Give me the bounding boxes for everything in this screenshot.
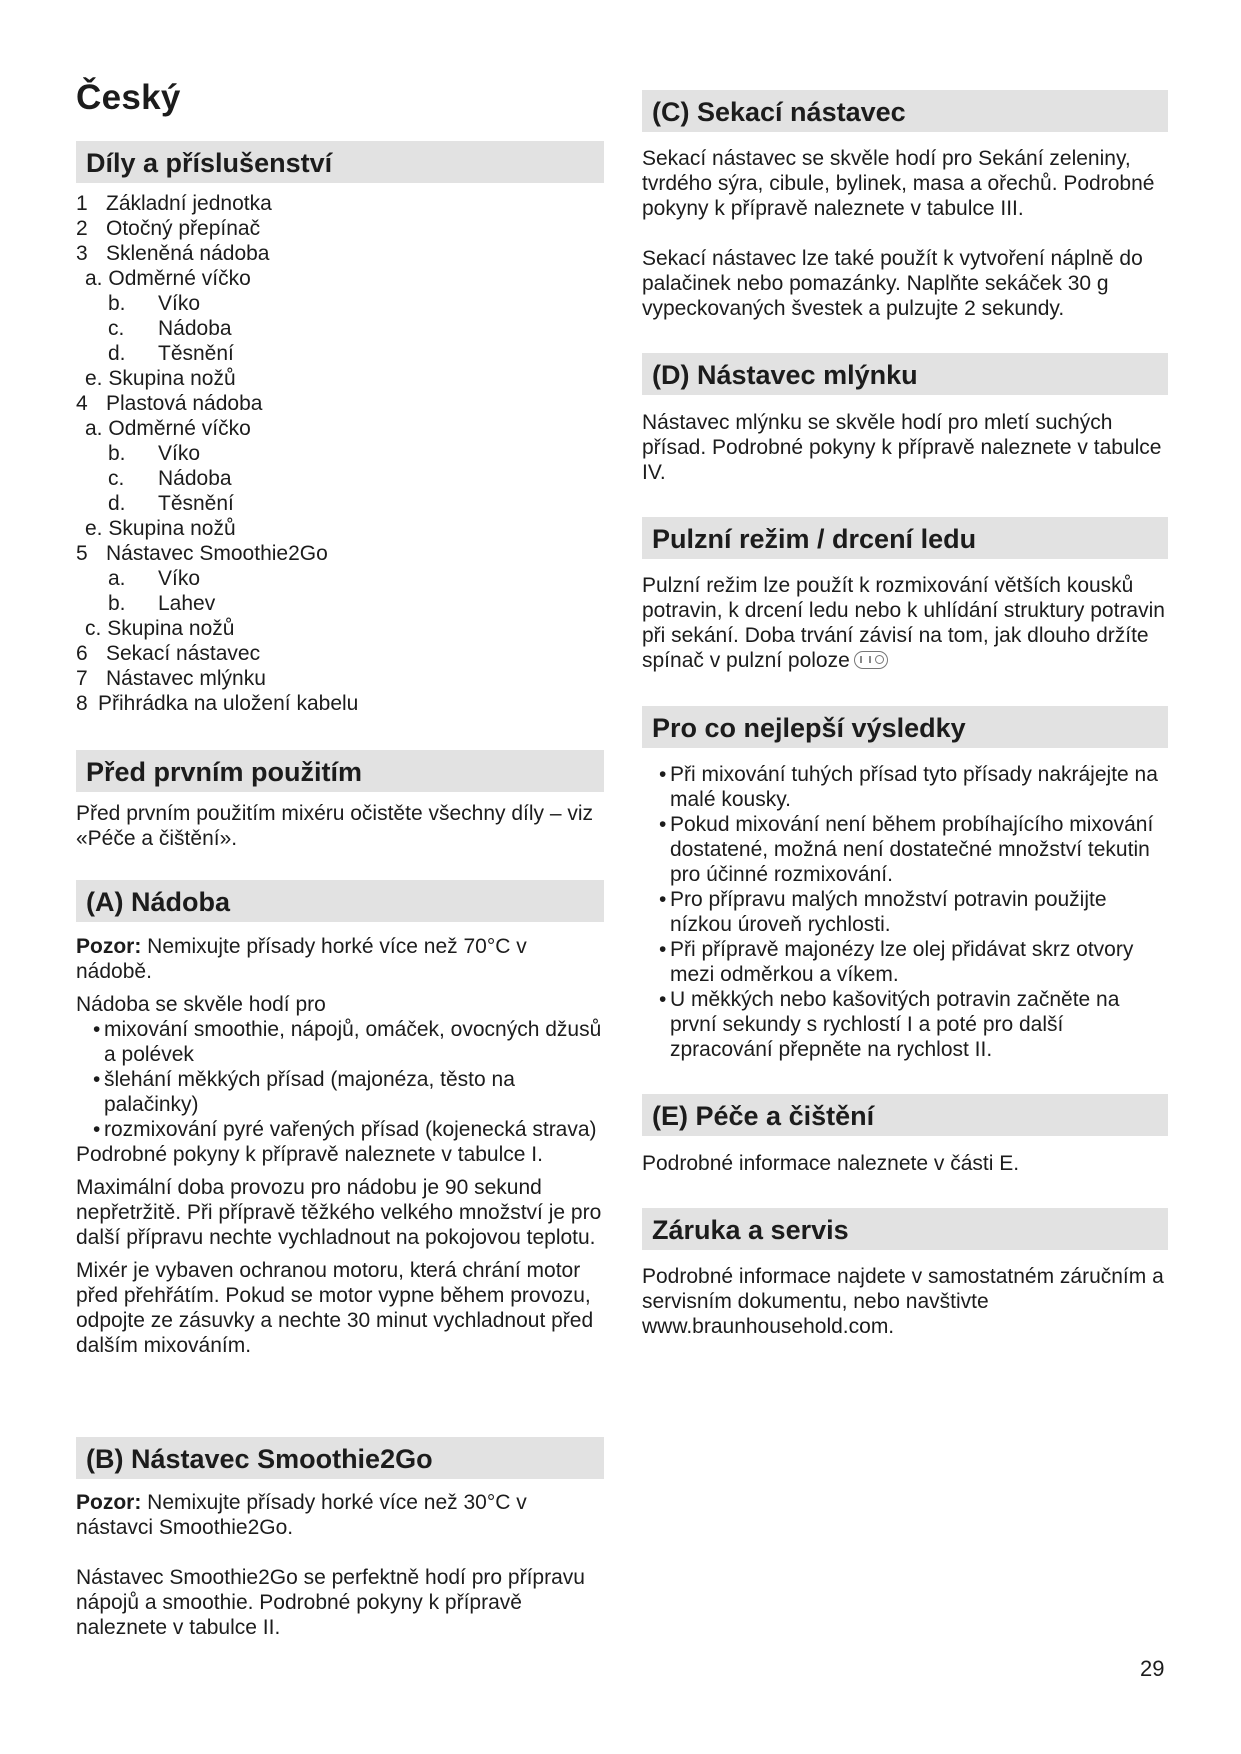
section-heading-b-smoothie: (B) Nástavec Smoothie2Go bbox=[76, 1437, 604, 1479]
paragraph: Pulzní režim lze použít k rozmixování větších kousků potravin, k drcení ledu nebo k uhlídání struktury potravin při sekání. Doba trvání závisí na tom, jak dlouho držíte spínač v pulzní poloze bbox=[642, 574, 1165, 672]
list-item: 5 Nástavec Smoothie2Go bbox=[76, 542, 328, 565]
section-heading-pulse: Pulzní režim / drcení ledu bbox=[642, 517, 1168, 559]
list-item: b. Víko bbox=[108, 292, 201, 315]
paragraph: Podrobné informace naleznete v části E. bbox=[642, 1152, 1020, 1175]
section-heading-tips: Pro co nejlepší výsledky bbox=[642, 706, 1168, 748]
page-number: 29 bbox=[1140, 1656, 1165, 1681]
list-item: • mixování smoothie, nápojů, omáček, ovocných džusů a polévek bbox=[93, 1018, 602, 1066]
list-item: c. Skupina nožů bbox=[85, 617, 235, 640]
b-smoothie-body bbox=[76, 1490, 604, 1640]
list-item: 8 Přihrádka na uložení kabelu bbox=[76, 692, 359, 715]
list-item: • Pokud mixování není během probíhajícího mixování dostatené, možná není dostatečné množství tekutin pro účinné rozmixování. bbox=[659, 813, 1154, 886]
list-item: a. Odměrné víčko bbox=[85, 267, 251, 290]
section-heading-parts: Díly a příslušenství bbox=[76, 141, 604, 183]
list-item: b. Lahev bbox=[108, 592, 216, 615]
list-item: d. Těsnění bbox=[108, 492, 234, 515]
first-use-text bbox=[76, 801, 604, 851]
warning-paragraph: Pozor: Nemixujte přísady horké více než 30°C v nástavci Smoothie2Go. bbox=[76, 1491, 527, 1539]
list-item: • rozmixování pyré vařených přísad (kojenecká strava) bbox=[93, 1118, 597, 1141]
list-item: 6 Sekací nástavec bbox=[76, 642, 261, 665]
d-grinder-body bbox=[642, 410, 1168, 485]
list-item: d. Těsnění bbox=[108, 342, 234, 365]
list-item: • Při mixování tuhých přísad tyto přísady nakrájejte na malé kousky. bbox=[659, 763, 1158, 811]
pulse-switch-icon bbox=[854, 651, 888, 669]
list-item: c. Nádoba bbox=[108, 317, 232, 340]
paragraph: Sekací nástavec lze také použít k vytvoření náplně do palačinek nebo pomazánky. Naplňte sekáček 30 g vypeckovaných švestek a pulzujte 2 sekundy. bbox=[642, 247, 1143, 320]
paragraph: Nástavec mlýnku se skvěle hodí pro mletí suchých přísad. Podrobné pokyny k přípravě naleznete v tabulce IV. bbox=[642, 411, 1162, 484]
list-item: c. Nádoba bbox=[108, 467, 232, 490]
paragraph: Mixér je vybaven ochranou motoru, která chrání motor před přehřátím. Pokud se motor vypne během provozu, odpojte ze zásuvky a nechte 30 minut vychladnout před dalším mixováním. bbox=[76, 1259, 594, 1357]
parts-list bbox=[76, 191, 604, 716]
paragraph: Sekací nástavec se skvěle hodí pro Sekání zeleniny, tvrdého sýra, cibule, bylinek, masa a ořechů. Podrobné pokyny k přípravě naleznete v tabulce III. bbox=[642, 147, 1155, 220]
paragraph: Před prvním použitím mixéru očistěte všechny díly – viz «Péče a čištění». bbox=[76, 802, 594, 850]
warning-label: Pozor: bbox=[76, 935, 142, 958]
list-item: e. Skupina nožů bbox=[85, 367, 236, 390]
list-item: e. Skupina nožů bbox=[85, 517, 236, 540]
pulse-body bbox=[642, 573, 1168, 673]
paragraph: Maximální doba provozu pro nádobu je 90 sekund nepřetržitě. Při přípravě těžkého velkého množství je pro další přípravu nechte vychladnout na pokojovou teplotu. bbox=[76, 1176, 602, 1249]
paragraph: Nástavec Smoothie2Go se perfektně hodí pro přípravu nápojů a smoothie. Podrobné pokyny k přípravě naleznete v tabulce II. bbox=[76, 1566, 585, 1639]
section-heading-first-use: Před prvním použitím bbox=[76, 750, 604, 792]
list-item: • Při přípravě majonézy lze olej přidávat skrz otvory mezi odměrkou a víkem. bbox=[659, 938, 1134, 986]
warning-label: Pozor: bbox=[76, 1491, 142, 1514]
list-item: b. Víko bbox=[108, 442, 201, 465]
list-item: 4 Plastová nádoba bbox=[76, 392, 263, 415]
page-title: Český bbox=[76, 78, 181, 117]
list-item: • U měkkých nebo kašovitých potravin začněte na první sekundy s rychlostí I a poté pro další zpracování přepněte na rychlost II. bbox=[659, 988, 1120, 1061]
warning-paragraph: Pozor: Nemixujte přísady horké více než 70°C v nádobě. bbox=[76, 935, 527, 983]
table-reference: Podrobné pokyny k přípravě naleznete v tabulce I. bbox=[76, 1143, 543, 1166]
list-item: a. Odměrné víčko bbox=[85, 417, 251, 440]
list-item: • šlehání měkkých přísad (majonéza, těsto na palačinky) bbox=[93, 1068, 515, 1116]
section-heading-d-grinder: (D) Nástavec mlýnku bbox=[642, 353, 1168, 395]
intro-text: Nádoba se skvěle hodí pro bbox=[76, 993, 326, 1016]
list-item: 7 Nástavec mlýnku bbox=[76, 667, 266, 690]
section-heading-c-chopper: (C) Sekací nástavec bbox=[642, 90, 1168, 132]
section-heading-a-jug: (A) Nádoba bbox=[76, 880, 604, 922]
tips-list bbox=[642, 762, 1168, 1062]
c-chopper-body bbox=[642, 146, 1168, 321]
tips-body bbox=[642, 762, 1168, 1062]
a-jug-body bbox=[76, 934, 604, 1358]
list-item: 2 Otočný přepínač bbox=[76, 217, 261, 240]
paragraph: Podrobné informace najdete v samostatném záručním a servisním dokumentu, nebo navštivte www.braunhousehold.com. bbox=[642, 1265, 1164, 1338]
e-care-body bbox=[642, 1151, 1168, 1176]
section-heading-warranty: Záruka a servis bbox=[642, 1208, 1168, 1250]
warranty-body bbox=[642, 1264, 1168, 1339]
list-item: a. Víko bbox=[108, 567, 201, 590]
section-heading-e-care: (E) Péče a čištění bbox=[642, 1094, 1168, 1136]
use-list bbox=[76, 1017, 604, 1142]
list-item: • Pro přípravu malých množství potravin použijte nízkou úroveň rychlosti. bbox=[659, 888, 1107, 936]
list-item: 1 Základní jednotka bbox=[76, 192, 272, 215]
list-item: 3 Skleněná nádoba bbox=[76, 242, 270, 265]
